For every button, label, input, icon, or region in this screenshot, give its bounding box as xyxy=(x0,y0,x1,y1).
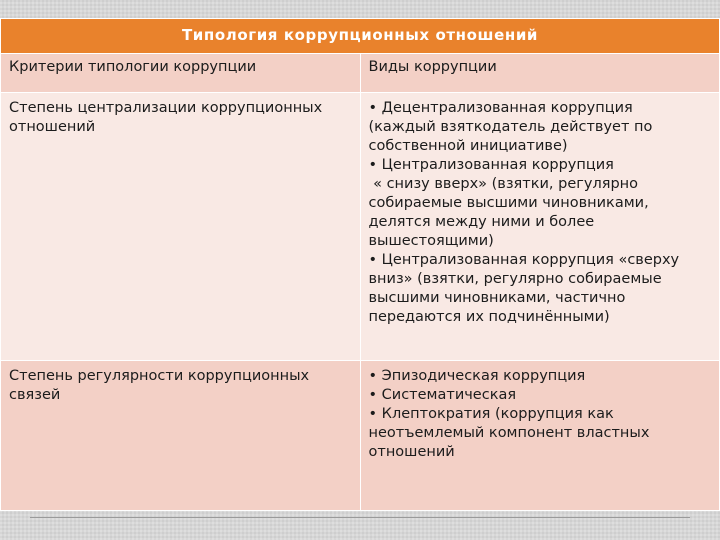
types-line: • Децентрализованная коррупция xyxy=(368,100,633,116)
criterion-line: отношений xyxy=(9,119,96,135)
typology-table xyxy=(0,18,720,511)
criterion-line: Степень централизации коррупционных xyxy=(9,100,323,116)
table-row xyxy=(1,361,720,511)
criterion-line: связей xyxy=(9,387,61,403)
types-line: собственной инициативе) xyxy=(368,138,568,154)
types-line: передаются их подчинёнными) xyxy=(368,309,610,325)
types-line: вниз» (взятки, регулярно собираемые xyxy=(368,271,662,287)
table-row xyxy=(1,93,720,361)
types-line: собираемые высшими чиновниками, xyxy=(368,195,649,211)
bottom-divider xyxy=(30,517,690,518)
types-line: делятся между ними и более xyxy=(368,214,595,230)
criterion-cell xyxy=(1,361,361,511)
types-line: неотъемлемый компонент властных xyxy=(368,425,650,441)
title-row xyxy=(1,19,720,54)
types-line: • Эпизодическая коррупция xyxy=(368,368,586,384)
header-types: Виды коррупции xyxy=(360,54,720,93)
header-criteria: Критерии типологии коррупции xyxy=(1,54,361,93)
types-line: высшими чиновниками, частично xyxy=(368,290,626,306)
types-cell xyxy=(360,361,720,511)
types-line: • Клептократия (коррупция как xyxy=(368,406,614,422)
table-title: Типология коррупционных отношений xyxy=(1,19,720,54)
header-row xyxy=(1,54,720,93)
types-line: отношений xyxy=(368,444,455,460)
types-cell xyxy=(360,93,720,361)
types-line: • Систематическая xyxy=(368,387,517,403)
criterion-line: Степень регулярности коррупционных xyxy=(9,368,310,384)
types-line: • Централизованная коррупция «сверху xyxy=(368,252,680,268)
types-line: • Централизованная коррупция xyxy=(368,157,614,173)
types-line: вышестоящими) xyxy=(368,233,494,249)
criterion-cell xyxy=(1,93,361,361)
types-line: « снизу вверх» (взятки, регулярно xyxy=(368,176,638,192)
types-line: (каждый взяткодатель действует по xyxy=(368,119,653,135)
